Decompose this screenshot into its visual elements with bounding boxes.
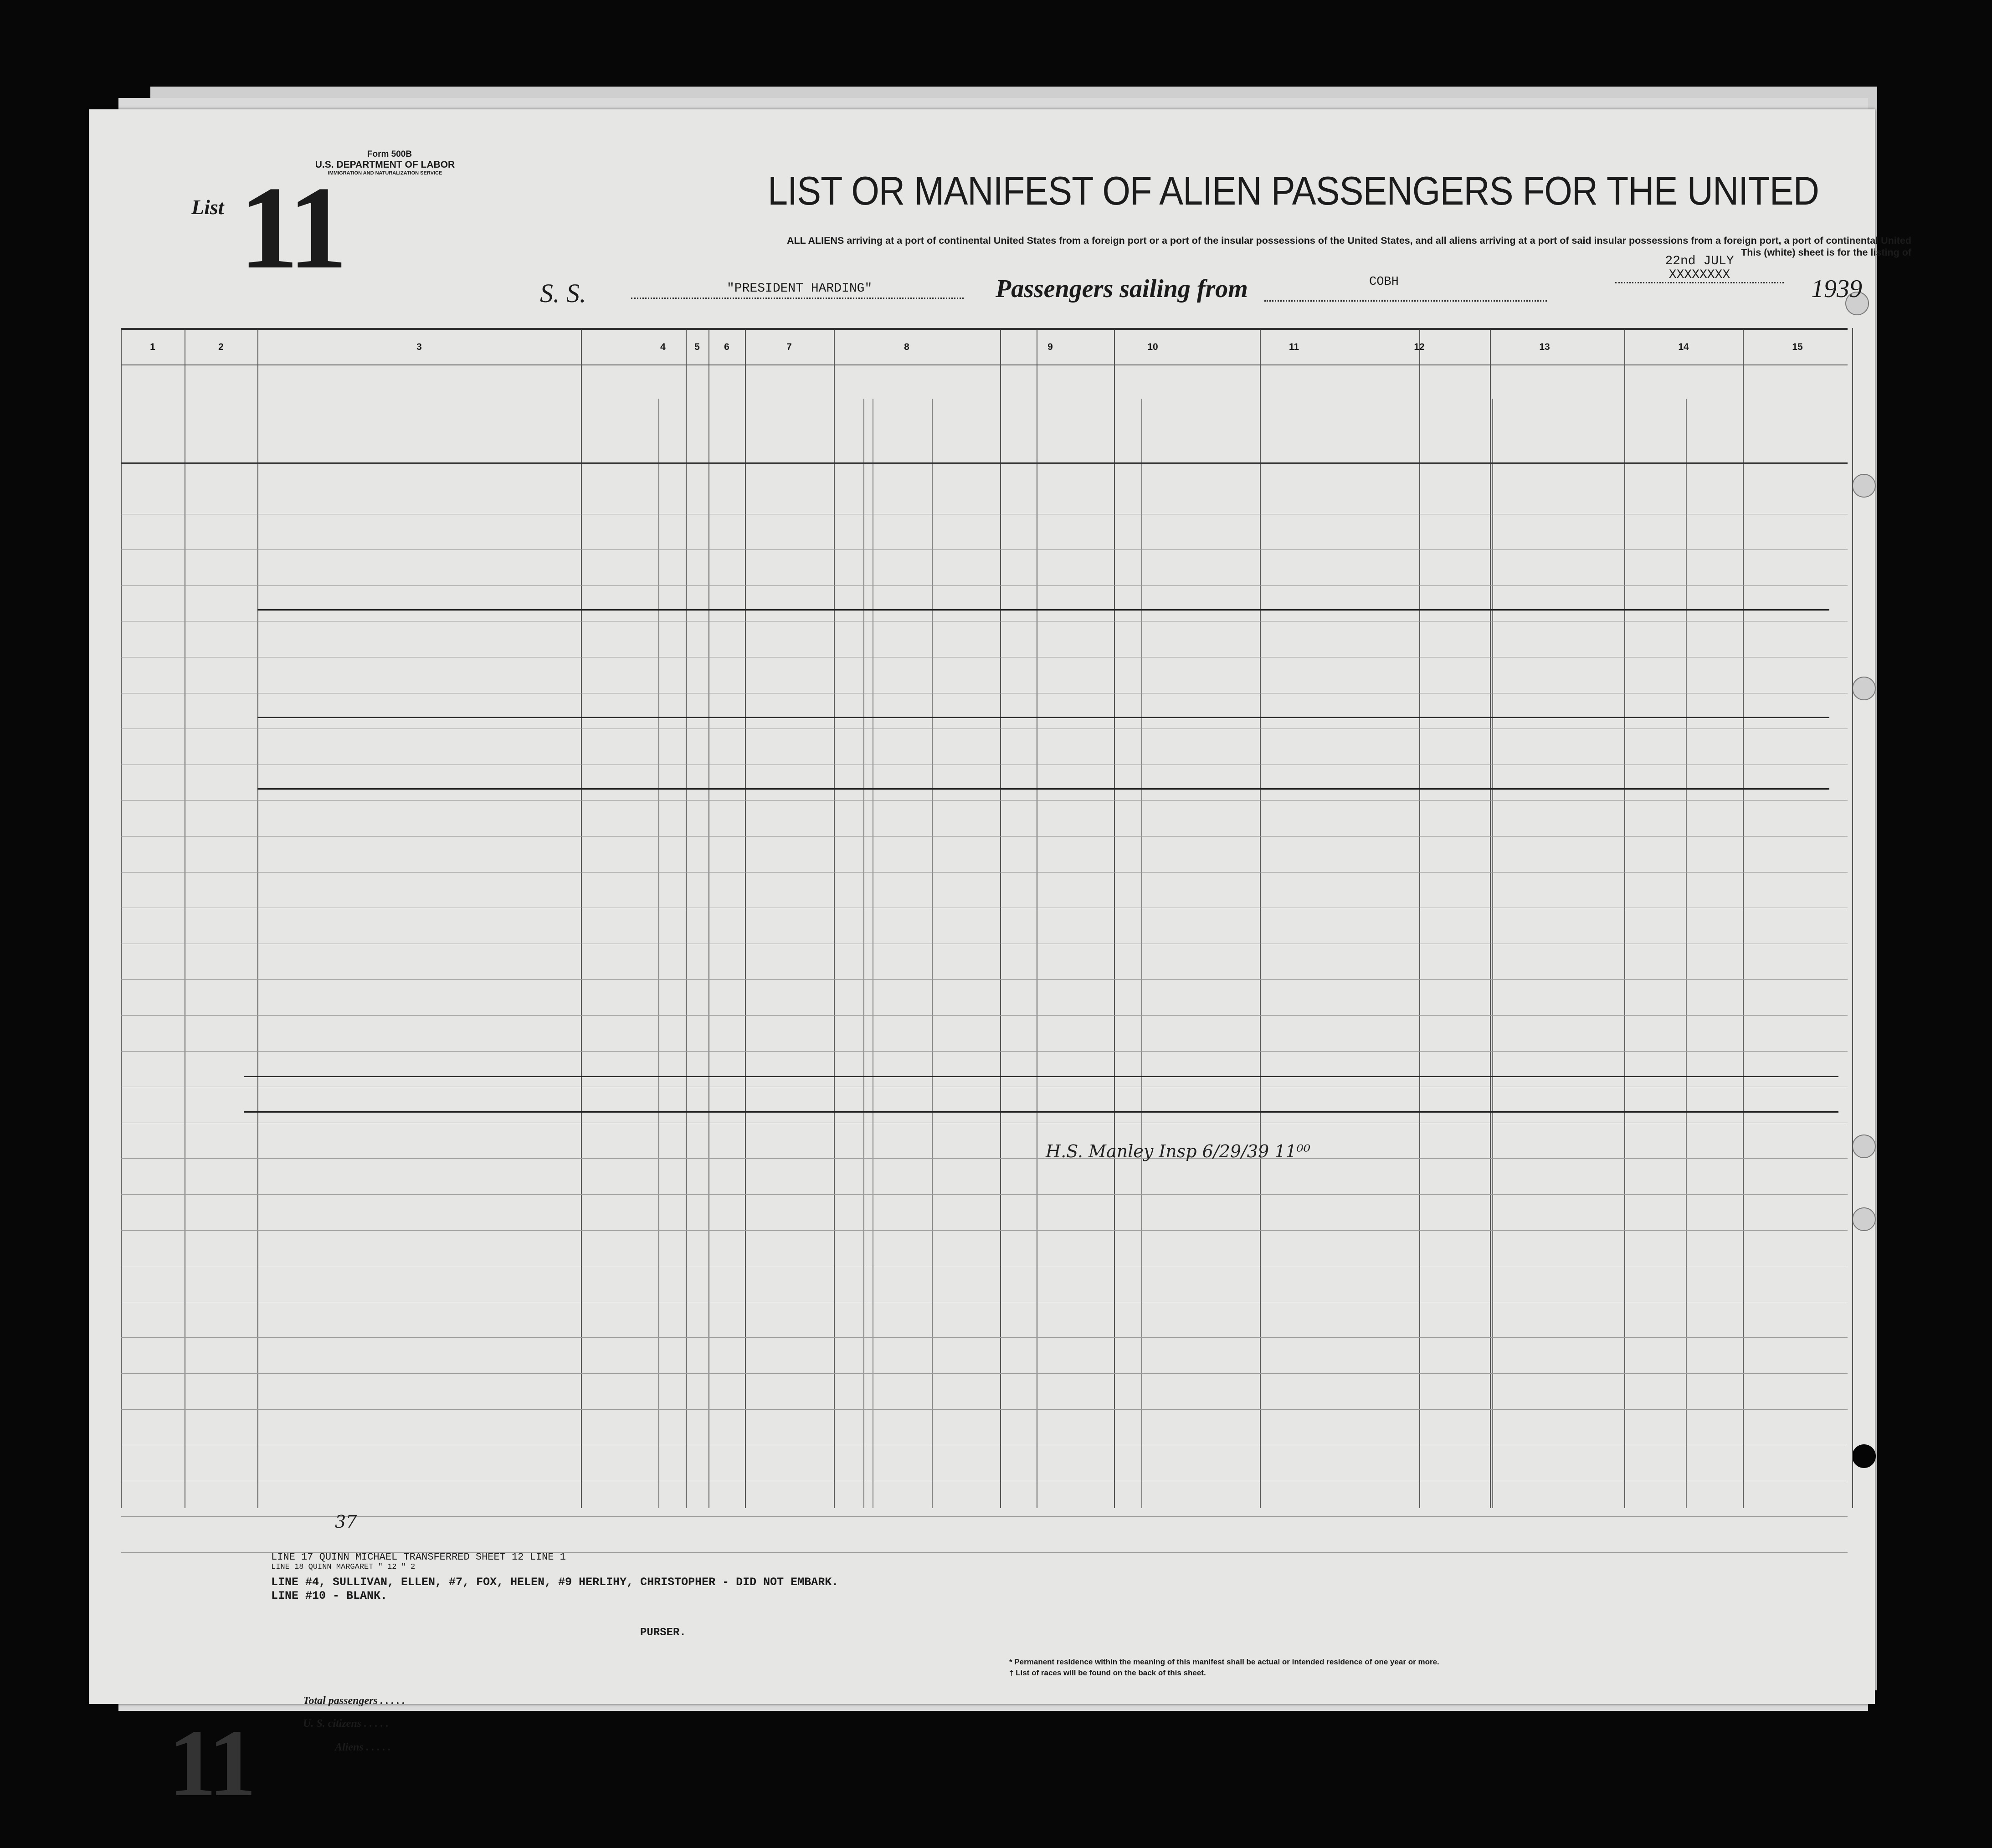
form-number: Form 500B	[367, 149, 412, 159]
row-line	[121, 1230, 1848, 1231]
row-line	[121, 1015, 1848, 1016]
sailing-year: 1939	[1811, 275, 1862, 303]
column-subdivider	[863, 399, 864, 1508]
transfer-note-line17: LINE 17 QUINN MICHAEL TRANSFERRED SHEET 12 LINE 1	[271, 1551, 566, 1563]
ship-name: "PRESIDENT HARDING"	[631, 282, 964, 299]
column-number: 8	[904, 342, 909, 352]
subtitle: ALL ALIENS arriving at a port of continental United States from a foreign port or a port of the insular possessions of the United States, and all aliens arriving at a port of said insular possessions from a foreign port, a port of continental United	[786, 235, 1911, 246]
department-name: U.S. DEPARTMENT OF LABOR	[315, 159, 455, 170]
column-subdivider	[1492, 399, 1493, 1508]
page-title: LIST OR MANIFEST OF ALIEN PASSENGERS FOR THE UNITED	[768, 168, 1819, 213]
column-divider	[1743, 328, 1744, 1508]
column-divider	[121, 328, 122, 1508]
column-number: 3	[416, 342, 422, 352]
aliens-label: Aliens . . . . .	[335, 1741, 391, 1753]
column-number: 2	[218, 342, 224, 352]
column-subdivider	[658, 399, 659, 1508]
column-divider	[581, 328, 582, 1508]
column-number: 11	[1289, 342, 1299, 352]
subtitle-2: This (white) sheet is for the listing of	[1741, 247, 1911, 258]
column-divider	[1852, 328, 1853, 1508]
manifest-sheet	[89, 109, 1911, 1816]
column-number: 5	[694, 342, 700, 352]
row-line	[121, 1516, 1848, 1517]
column-number: 1	[150, 342, 155, 352]
column-number: 4	[660, 342, 666, 352]
column-divider	[1114, 328, 1115, 1508]
column-divider	[1419, 328, 1420, 1508]
row-line	[121, 1158, 1848, 1159]
transfer-note-line18: LINE 18 QUINN MARGARET " 12 " 2	[271, 1563, 416, 1571]
punch-hole	[1852, 677, 1876, 700]
us-citizens-label: U. S. citizens . . . . .	[303, 1718, 389, 1730]
row-line	[121, 549, 1848, 550]
column-number: 12	[1414, 342, 1425, 352]
row-line	[121, 1373, 1848, 1374]
did-not-embark-note: LINE #4, SULLIVAN, ELLEN, #7, FOX, HELEN, #9 HERLIHY, CHRISTOPHER - DID NOT EMBARK.	[271, 1576, 839, 1589]
total-passengers-label: Total passengers . . . . .	[303, 1695, 405, 1707]
column-divider	[834, 328, 835, 1508]
row-line	[121, 800, 1848, 801]
column-number-row-border	[121, 364, 1848, 365]
purser-label: PURSER.	[640, 1627, 686, 1639]
list-number: 11	[239, 162, 344, 293]
footnote-races: † List of races will be found on the back of this sheet.	[1009, 1668, 1206, 1677]
row-line	[121, 585, 1848, 586]
column-divider	[708, 328, 709, 1508]
list-label: List	[191, 195, 224, 219]
column-divider	[1260, 328, 1261, 1508]
did-not-embark-strike	[257, 717, 1829, 718]
column-number: 14	[1678, 342, 1689, 352]
inspector-signature: H.S. Manley Insp 6/29/39 11⁰⁰	[1046, 1141, 1311, 1161]
sailing-date-struck: XXXXXXXX	[1615, 268, 1784, 283]
transferred-strike	[244, 1076, 1838, 1077]
column-divider	[1000, 328, 1001, 1508]
punch-hole	[1852, 1444, 1876, 1468]
column-subdivider	[1141, 399, 1142, 1508]
punch-hole	[1852, 1134, 1876, 1158]
row-line	[121, 872, 1848, 873]
column-divider	[686, 328, 687, 1508]
column-number: 6	[724, 342, 729, 352]
service-name: IMMIGRATION AND NATURALIZATION SERVICE	[328, 170, 442, 176]
row-line	[121, 1409, 1848, 1410]
footer-list-number: 11	[169, 1710, 254, 1816]
did-not-embark-strike	[257, 609, 1829, 611]
header-bottom-border	[121, 462, 1848, 464]
count-note: 37	[335, 1512, 357, 1532]
sailing-label: Passengers sailing from	[996, 275, 1248, 303]
manifest-table	[121, 328, 1848, 1695]
column-subdivider	[932, 399, 933, 1508]
column-number: 15	[1792, 342, 1803, 352]
column-subdivider	[1686, 399, 1687, 1508]
did-not-embark-strike	[257, 788, 1829, 790]
blank-line-note: LINE #10 - BLANK.	[271, 1589, 388, 1602]
column-number: 13	[1539, 342, 1550, 352]
column-divider	[745, 328, 746, 1508]
row-line	[121, 1051, 1848, 1052]
sailing-date: 22nd JULY	[1665, 254, 1734, 268]
column-divider	[1490, 328, 1491, 1508]
port-of-departure: COBH	[1264, 275, 1547, 302]
column-divider	[257, 328, 258, 1508]
row-line	[121, 1194, 1848, 1195]
punch-hole	[1852, 474, 1876, 498]
column-number: 7	[786, 342, 792, 352]
row-line	[121, 979, 1848, 980]
row-line	[121, 1337, 1848, 1338]
table-top-border	[121, 328, 1848, 330]
row-line	[121, 836, 1848, 837]
transferred-strike	[244, 1111, 1838, 1113]
column-number: 9	[1047, 342, 1053, 352]
column-number: 10	[1147, 342, 1158, 352]
footnote-residence: * Permanent residence within the meaning of this manifest shall be actual or intended residence of one year or more.	[1009, 1658, 1439, 1666]
punch-hole	[1852, 1207, 1876, 1231]
ss-label: S. S.	[540, 278, 586, 308]
column-divider	[1624, 328, 1625, 1508]
